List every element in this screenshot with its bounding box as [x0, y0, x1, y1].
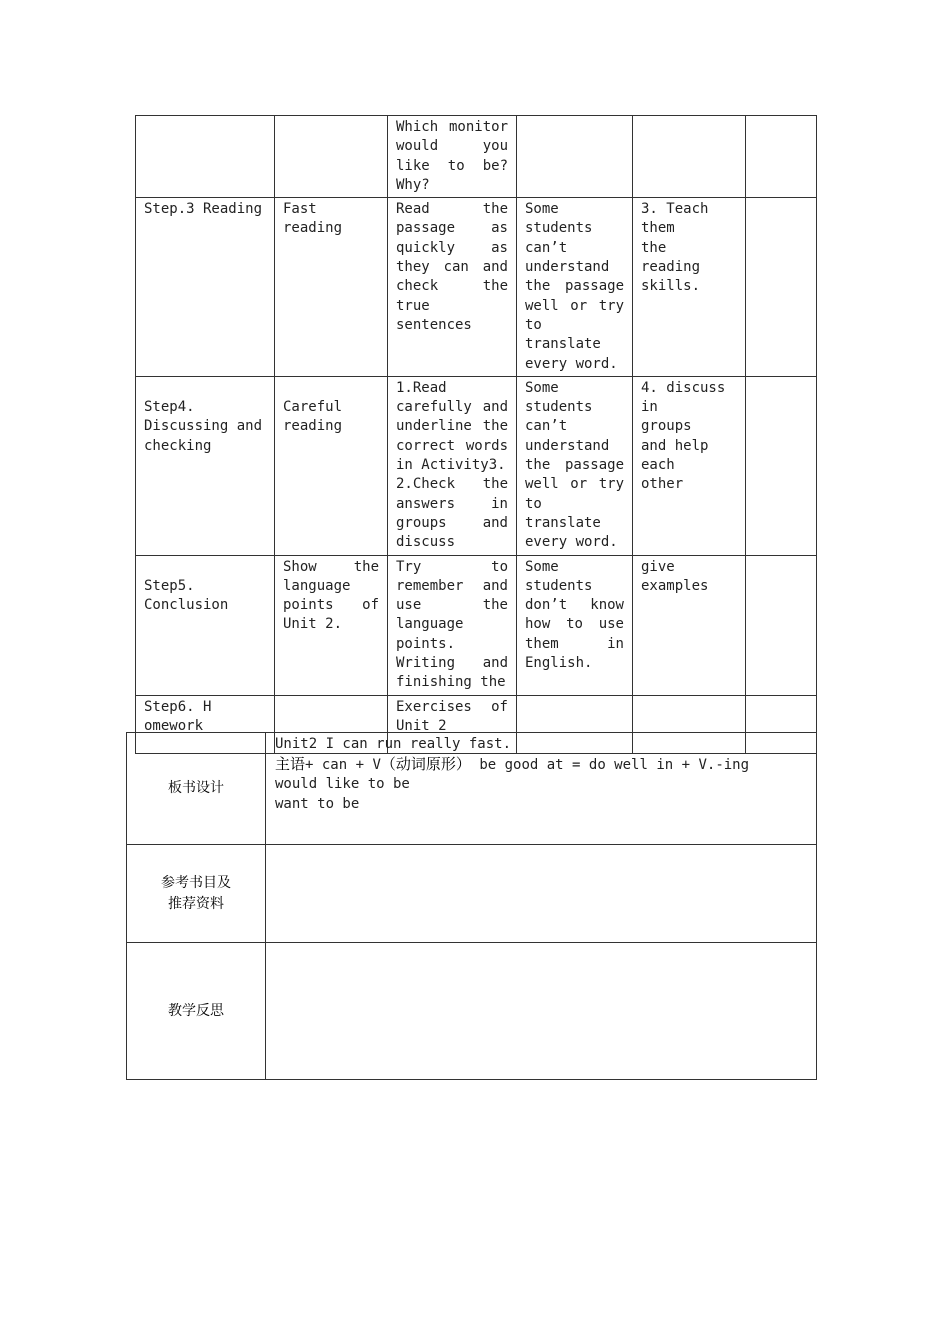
- board-can-text: + can + V: [305, 756, 381, 773]
- table-row: [136, 376, 817, 555]
- content-cell: Show the language points of Unit 2.: [275, 555, 388, 695]
- board-line-would-like: would like to be: [275, 776, 410, 792]
- difficulty-cell: Some students can’t understand the passage well or try to translate every word.: [517, 198, 633, 377]
- student-activity-cell: Exercises of Unit 2: [388, 695, 517, 753]
- board-good-at-text: be good at = do well in + V.-ing: [470, 756, 750, 773]
- step-cell: Step.3 Reading: [136, 198, 275, 377]
- board-line-grammar: [275, 755, 807, 776]
- references-row: [127, 845, 817, 943]
- student-activity-cell: Which monitor would you like to be? Why?: [388, 116, 517, 198]
- student-activity-cell: Read the passage as quickly as they can and check the true sentences: [388, 198, 517, 377]
- difficulty-cell: Some students can’t understand the passage well or try to translate every word.: [517, 376, 633, 555]
- board-summary-table: [126, 732, 817, 1080]
- teacher-activity-cell: give examples: [633, 555, 746, 695]
- table-row: [136, 198, 817, 377]
- difficulty-cell: Some students don’t know how to use them in English.: [517, 555, 633, 695]
- references-content: [266, 845, 817, 943]
- step-cell: Step6. H omework: [136, 695, 275, 753]
- step-cell: [136, 116, 275, 198]
- lesson-plan-table: [135, 115, 817, 754]
- notes-cell: [746, 555, 817, 695]
- table-row: [136, 116, 817, 198]
- student-activity-cell: 1.Read carefully and underline the correct words in Activity3. 2.Check the answers in groups and discuss: [388, 376, 517, 555]
- content-cell: [275, 116, 388, 198]
- step-cell: Step4. Discussing and checking: [136, 376, 275, 555]
- teacher-activity-cell: 3. Teach them the reading skills.: [633, 198, 746, 377]
- teacher-activity-cell: 4. discuss in groups and help each other: [633, 376, 746, 555]
- notes-cell: [746, 376, 817, 555]
- board-verb-form-text: （动词原形）: [380, 754, 471, 773]
- student-activity-cell: Try to remember and use the language points. Writing and finishing the: [388, 555, 517, 695]
- table-row: [136, 555, 817, 695]
- board-line-want: want to be: [275, 795, 360, 812]
- difficulty-cell: [517, 116, 633, 198]
- notes-cell: [746, 116, 817, 198]
- step-cell: Step5. Conclusion: [136, 555, 275, 695]
- board-subject-text: 主语: [275, 754, 306, 773]
- reflection-content: [266, 943, 817, 1080]
- content-cell: Fast reading: [275, 198, 388, 377]
- reflection-label: 教学反思: [127, 943, 266, 1080]
- board-design-content: [266, 733, 817, 845]
- references-label: [127, 845, 266, 943]
- board-design-row: [127, 733, 817, 845]
- board-design-label: 板书设计: [127, 733, 266, 845]
- references-label-line2: 推荐资料: [168, 895, 224, 912]
- content-cell: Careful reading: [275, 376, 388, 555]
- references-label-line1: 参考书目及: [161, 874, 231, 891]
- reflection-row: [127, 943, 817, 1080]
- teacher-activity-cell: [633, 116, 746, 198]
- board-line-title: Unit2 I can run really fast.: [275, 736, 512, 752]
- notes-cell: [746, 198, 817, 377]
